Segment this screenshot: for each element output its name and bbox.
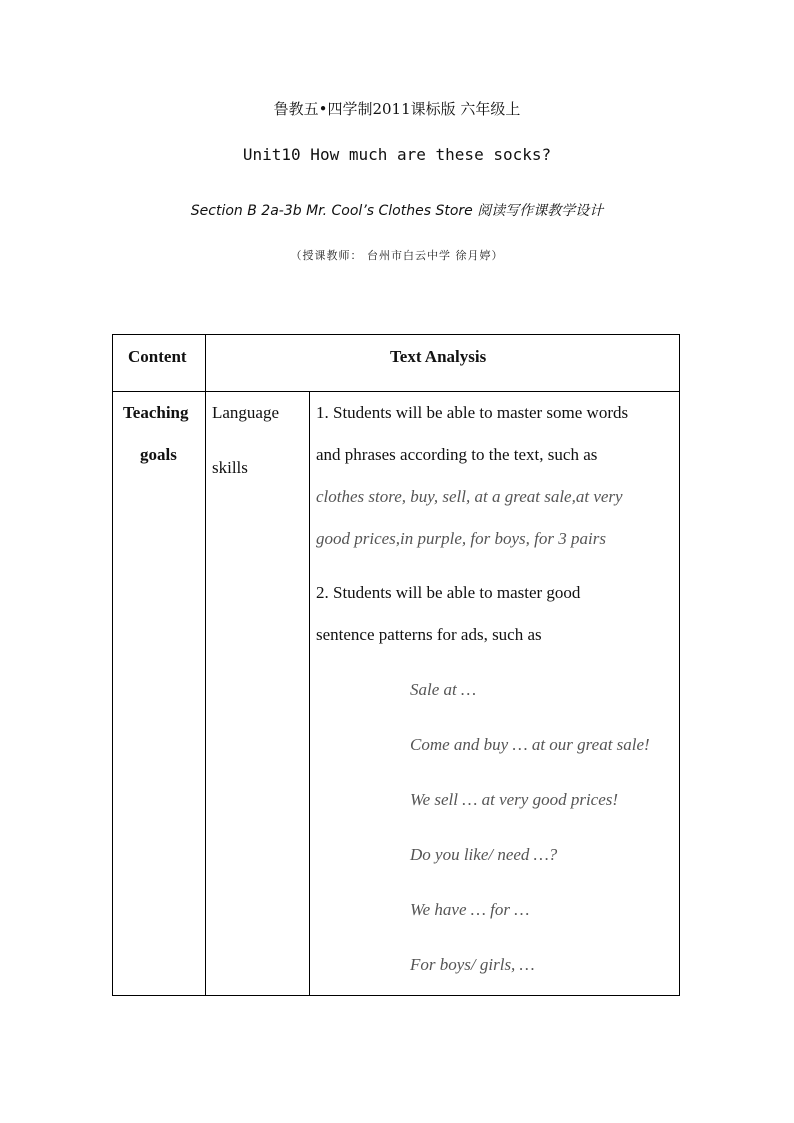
teacher-info: （授课教师： 台州市白云中学 徐月婷） bbox=[290, 249, 504, 262]
section-title: Section B 2a-3b Mr. Cool’s Clothes Store 阅读写作课教学设计 bbox=[190, 203, 604, 219]
sentence-pattern: Come and buy … at our great sale! bbox=[410, 735, 650, 754]
goal-1-examples: clothes store, buy, sell, at a great sale,at very bbox=[316, 487, 623, 506]
document-title: 鲁教五•四学制2011课标版 六年级上 bbox=[273, 100, 521, 118]
sentence-pattern: For boys/ girls, … bbox=[410, 955, 535, 974]
column-divider bbox=[309, 391, 310, 995]
unit-title: Unit10 How much are these socks? bbox=[242, 145, 552, 164]
row-label-goals: goals bbox=[140, 445, 177, 464]
sentence-pattern: We sell … at very good prices! bbox=[410, 790, 619, 809]
goal-2-text: 2. Students will be able to master good bbox=[316, 583, 581, 602]
sub-label-language: Language bbox=[212, 403, 280, 422]
column-divider bbox=[205, 335, 206, 995]
goal-2-text-cont: sentence patterns for ads, such as bbox=[316, 625, 542, 644]
sub-label-skills: skills bbox=[212, 458, 248, 477]
sentence-pattern: We have … for … bbox=[410, 900, 530, 919]
row-label-teaching: Teaching bbox=[123, 403, 189, 422]
sentence-pattern: Do you like/ need …? bbox=[410, 845, 558, 864]
content-header: Content bbox=[128, 347, 187, 366]
text-analysis-header: Text Analysis bbox=[390, 347, 487, 366]
goal-1-text: 1. Students will be able to master some words bbox=[316, 403, 629, 422]
analysis-table bbox=[112, 334, 680, 996]
goal-1-text-cont: and phrases according to the text, such as bbox=[316, 445, 598, 464]
sentence-pattern: Sale at … bbox=[410, 680, 477, 699]
goal-1-examples-cont: good prices,in purple, for boys, for 3 pairs bbox=[316, 529, 606, 548]
